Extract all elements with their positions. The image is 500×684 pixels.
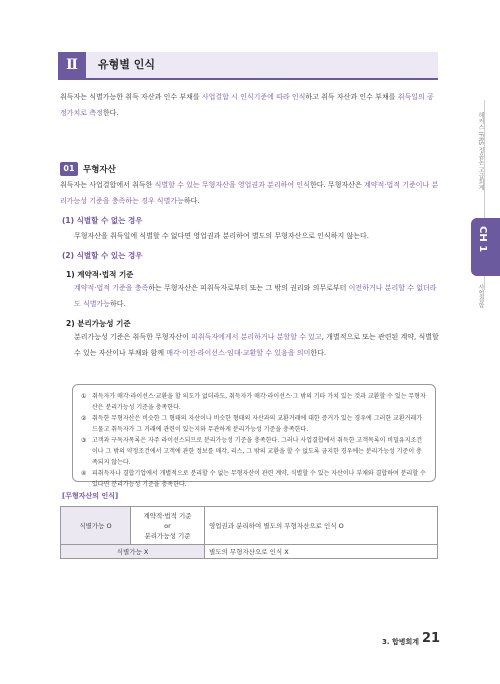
highlight: 이전하거나 분리할 수 없더라도 식별가능 [74,284,437,308]
highlight: 취득일의 공정가치로 측정 [60,93,434,117]
contractual-legal-heading: 1) 계약적·법적 기준 [66,270,134,279]
highlight: 계약적·법적 기준을 충족 [74,284,149,292]
note-item: ④ 피취득자나 결합기업에서 개별적으로 분리할 수 없는 무형자산이 관련 계약, 식별할 수 있는 자산이나 부채와 결합하여 분리할 수 있다면 분리가능성 기준을 충족한다. [81,470,426,488]
table-cell: 식별가능 X [61,545,205,559]
highlight: 계약적·법적 기준이나 분리가능성 기준을 충족하는 경우 식별가능 [60,181,439,205]
intro-paragraph: 취득자는 식별가능한 취득 자산과 인수 부채를 사업결합 시 인식기준에 따라 인식하고 취득 자산과 인수 부채를 취득일의 공정가치로 측정한다. [60,93,434,117]
table-cell: 영업권과 분리하여 별도의 무형자산으로 인식 O [205,507,438,545]
case-unidentifiable-text: 무형자산을 취득일에 식별할 수 없다면 영업권과 분리하여 별도의 무형자산으로 인식하지 않는다. [74,232,369,240]
page-number: 21 [422,631,441,646]
separability-heading: 2) 분리가능성 기준 [66,319,131,328]
section-title: 유형별 인식 [98,58,155,71]
note-item: ② 취득한 무형자산은 비슷한 그 형태의 자산이나 비슷한 형태의 자산과의 교환거래에 대한 증거가 있는 경우에 그러한 교환거래가 드물고 취득자가 그 거래에 관련이 있는지와 무관하게 분리가능성 기준을 충족한다. [81,415,423,433]
table-cell: 계약적·법적 기준 or 분리가능성 기준 [131,507,205,545]
chapter-name-vertical: 사업결합 [477,284,484,308]
subsection-number: 01 [60,162,78,176]
table-caption: [무형자산의 인식] [62,492,119,500]
subsection-title: 무형자산 [83,164,116,175]
subsection-heading [60,158,116,174]
highlight: 사업결합 시 인식기준에 따라 인식 [201,93,306,101]
section-header [58,52,438,80]
chapter-tab [471,218,500,276]
table-cell: 별도의 무형자산으로 인식 X [205,545,438,559]
footer-chapter: 3. 합병회계 [382,638,420,646]
contractual-legal-text: 계약적·법적 기준을 충족하는 무형자산은 피취득자로부터 또는 그 밖의 권리와 의무로부터 이전하거나 분리할 수 없더라도 식별가능하다. [74,284,437,308]
book-title-vertical: 해커스 IFRS 정윤돈 고급회계 [477,112,484,191]
table-cell: 식별가능 O [61,507,131,545]
note-item: ① 취득자가 매각·라이선스·교환을 할 의도가 없더라도, 취득자가 매각·라이선스·그 밖의 기타 가치 있는 것과 교환할 수 있는 무형자산은 분리가능성 기준을 충족한다. [81,393,426,411]
intangibles-paragraph: 취득자는 사업결합에서 취득한 식별할 수 있는 무형자산을 영업권과 분리하여 인식한다. 무형자산은 계약적·법적 기준이나 분리가능성 기준을 충족하는 경우 식별가능하다. [60,181,439,205]
note-item: ③ 고객과 구독자목록은 자주 라이선스되므로 분리가능성 기준을 충족한다. 그러나 사업결합에서 취득한 고객목록이 비밀유지조건이나 그 밖의 약정조건에서 고객에 관한 정보를 매각, 리스, 그 밖의 교환을 할 수 없도록 금지한 경우에는 분리가능성 기준이 충족되지 않는다. [81,437,423,466]
highlight: 매각·이전·라이선스·임대·교환할 수 있음을 의미 [166,348,311,357]
separability-text: 분리가능성 기준은 취득한 무형자산이 피취득자에게서 분리하거나 분할할 수 있고, 개별적으로 또는 관련된 계약, 식별할 수 있는 자산이나 부채와 함께 매각·이전·라이선스·임대·교환할 수 있음을 의미한다. [74,333,439,357]
recognition-table [60,506,438,559]
case-unidentifiable-heading: (1) 식별할 수 없는 경우 [62,216,143,225]
highlight: 식별할 수 있는 무형자산을 영업권과 분리하여 인식 [154,181,310,189]
case-identifiable-heading: (2) 식별할 수 있는 경우 [62,251,143,260]
notes-box [72,384,436,488]
section-roman-numeral: Ⅱ [58,52,86,78]
highlight: 피취득자에게서 분리하거나 분할할 수 있고 [191,333,322,341]
chapter-tab-label: CH 1 [477,226,488,253]
table-row [61,507,438,545]
table-row [61,545,438,559]
